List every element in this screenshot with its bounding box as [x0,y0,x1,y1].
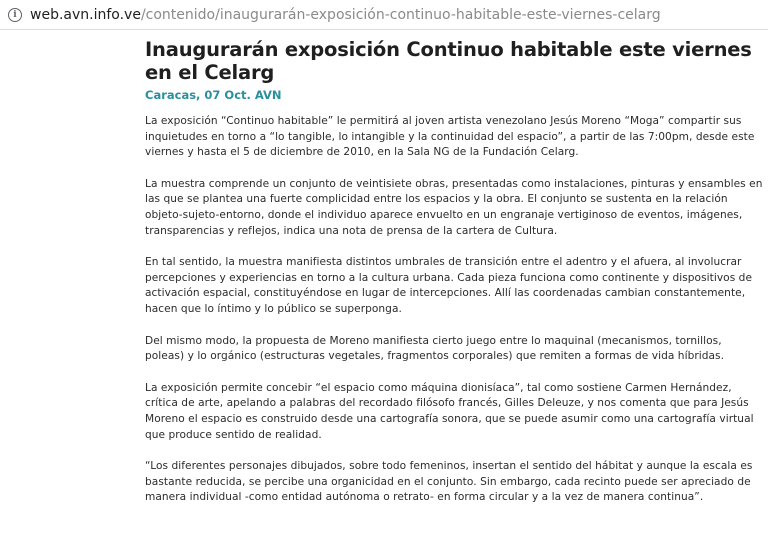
article-paragraph: “Los diferentes personajes dibujados, sobre todo femeninos, insertan el sentido del hábitat y aunque la escala es bastante reducida, se percibe una organicidad en el conjunto. Sin embargo, cada recinto puede ser apreciado de manera individual -como entidad autónoma o retrato- en forma circular y a la vez de manera continua”. [145,460,753,504]
article-paragraph: Del mismo modo, la propuesta de Moreno manifiesta cierto juego entre lo maquinal (mecanismos, tornillos, poleas) y lo orgánico (estructuras vegetales, fragmentos corporales) que remiten a formas de vida híbridas. [145,334,725,363]
article-headline: Inaugurarán exposición Continuo habitable este viernes en el Celarg [145,38,752,84]
article-paragraph: La exposición “Continuo habitable” le permitirá al joven artista venezolano Jesús Moreno “Moga” compartir sus inquietudes en torno a “lo tangible, lo intangible y la continuidad del espacio”, a partir de las 7:00pm, desde este viernes y hasta el 5 de diciembre de 2010, en la Sala NG de la Fundación Celarg. [145,115,755,159]
article-paragraph: En tal sentido, la muestra manifiesta distintos umbrales de transición entre el adentro y el afuera, al involucrar percepciones y experiencias en torno a la cultura urbana. Cada pieza funciona como continente y dispositivos de activación espacial, constituyéndose en lugar de intercepciones. Allí las coordenadas cambian constantemente, hacen que lo íntimo y lo público se superponga. [145,256,753,315]
article-paragraph: La muestra comprende un conjunto de veintisiete obras, presentadas como instalaciones, pinturas y ensambles en las que se plantea una fuerte complicidad entre los espacios y la obra. El conjunto se sustenta en la relación objeto-sujeto-entorno, donde el individuo aparece envuelto en un engranaje vertiginoso de eventos, imágenes, transparencias y reflejos, indica una nota de prensa de la cartera de Cultura. [145,177,763,237]
address-bar[interactable] [0,0,768,30]
article [145,38,763,506]
url-path: /contenido/inaugurarán-exposición-continuo-habitable-este-viernes-celarg [140,6,661,23]
article-dateline: Caracas, 07 Oct. AVN [145,88,282,102]
info-icon[interactable]: i [8,8,22,22]
article-paragraph: La exposición permite concebir “el espacio como máquina dionisíaca”, tal como sostiene Carmen Hernández, crítica de arte, apelando a palabras del recordado filósofo francés, Gilles Deleuze, y nos comenta que para Jesús Moreno el espacio es construido desde una cartografía sonora, que se puede asumir como una cartografía virtual que produce sentido de realidad. [145,381,754,441]
url-text[interactable] [30,7,661,23]
url-domain: web.avn.info.ve [30,6,141,23]
